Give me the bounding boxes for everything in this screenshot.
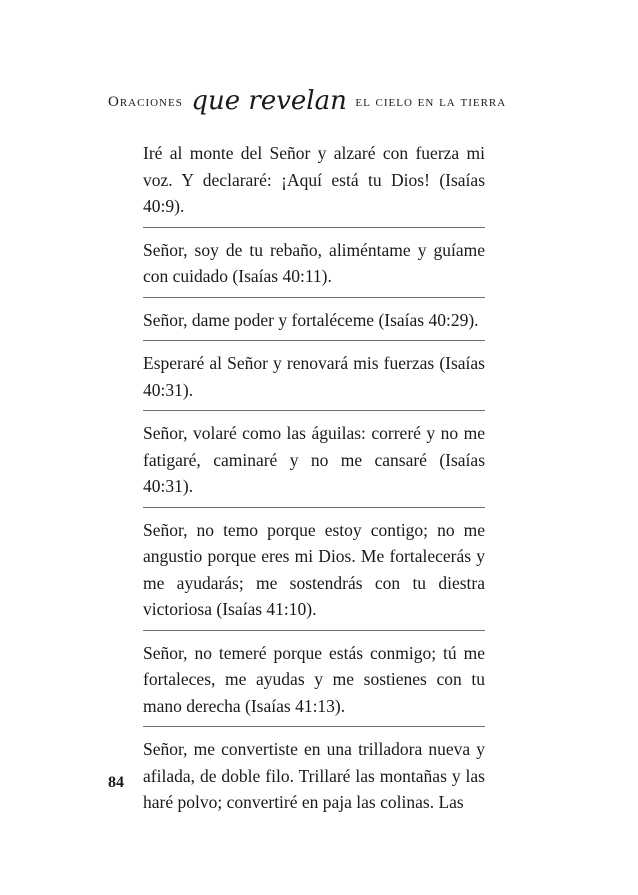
prayer-entry: Señor, me convertiste en una trilladora nueva y afilada, de doble filo. Trillaré las montañas y las haré polvo; convertiré en paja las colinas. Las [143,739,485,812]
prayer-entry: Señor, volaré como las águilas: correré y no me fatigaré, caminaré y no me cansaré (Isaías 40:31). [143,420,485,508]
running-head-title-script: que revelan [191,86,347,116]
prayer-entry: Señor, dame poder y fortaléceme (Isaías 40:29). [143,307,485,342]
prayer-entry: Señor, soy de tu rebaño, aliméntame y guíame con cuidado (Isaías 40:11). [143,237,485,298]
prayer-entry: Esperaré al Señor y renovará mis fuerzas (Isaías 40:31). [143,350,485,411]
running-head-title-start: Oraciones [108,94,183,110]
prayer-entry: Señor, no temo porque estoy contigo; no me angustio porque eres mi Dios. Me fortalecerás y me ayudarás; me sostendrás con tu diestra victoriosa (Isaías 41:10). [143,517,485,631]
prayer-list [143,140,485,832]
running-head [108,86,628,116]
page-number: 84 [108,774,124,791]
running-head-title-end: el cielo en la tierra [355,94,507,110]
prayer-entry: Iré al monte del Señor y alzaré con fuerza mi voz. Y declararé: ¡Aquí está tu Dios! (Isaías 40:9). [143,140,485,228]
prayer-entry: Señor, no temeré porque estás conmigo; tú me fortaleces, me ayudas y me sostienes con tu mano derecha (Isaías 41:13). [143,640,485,728]
